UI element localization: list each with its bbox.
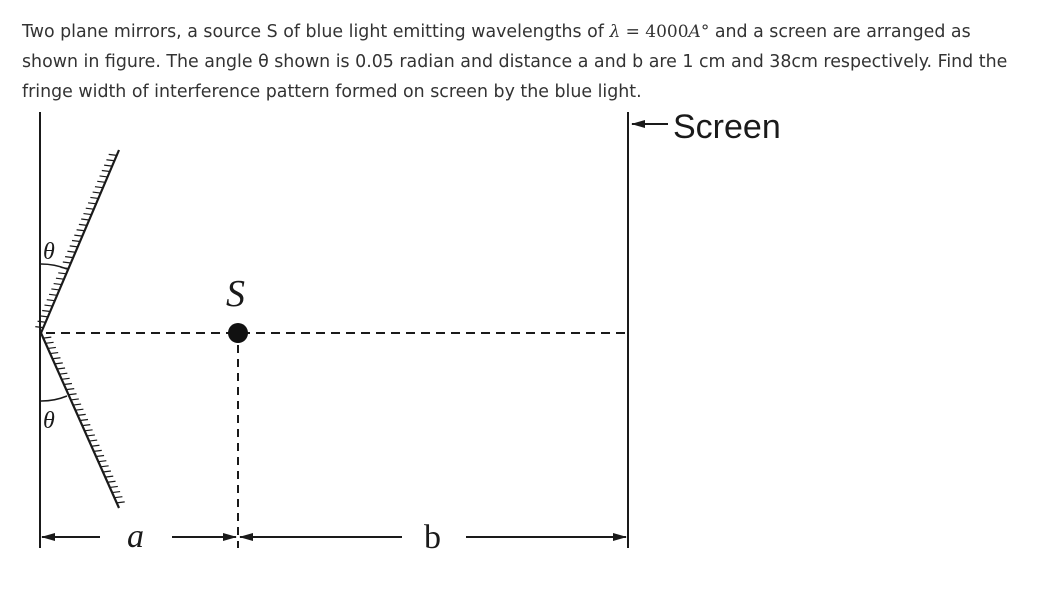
mirror-hatch-mark <box>49 294 57 295</box>
mirror-hatch-mark <box>73 404 81 405</box>
mirror-hatch-mark <box>81 219 89 220</box>
mirror-hatch-mark <box>80 420 88 421</box>
mirror-hatch-mark <box>102 171 110 172</box>
mirror-hatch-mark <box>42 310 50 311</box>
mirror-hatch-mark <box>59 373 67 374</box>
mirror-hatch-mark <box>52 358 60 359</box>
mirror-hatch-mark <box>35 327 43 328</box>
mirror-hatch-mark <box>51 289 59 290</box>
mirror-hatch-mark <box>79 224 87 225</box>
lambda-unit: A° <box>688 22 710 42</box>
mirror-hatch-mark <box>43 337 51 338</box>
mirror-hatch-mark <box>82 425 90 426</box>
mirror-hatch-mark <box>83 214 91 215</box>
mirror-hatch-mark <box>109 154 117 155</box>
mirror-hatch-mark <box>70 246 78 247</box>
question-part-2: and a screen are arranged as shown in figure. The angle θ shown is 0.05 radian and distance a and b are 1 cm and 38cm respectively. Find the fringe width of interference pattern formed on screen by the blue light. <box>22 22 1008 102</box>
mirror-hatch-mark <box>78 414 86 415</box>
lower-angle-arc <box>40 396 67 401</box>
mirror-hatch-mark <box>105 476 113 477</box>
theta-upper-label: θ <box>43 239 55 265</box>
mirror-hatch-mark <box>58 273 66 274</box>
mirror-hatch-mark <box>106 160 114 161</box>
mirror-hatch-mark <box>95 187 103 188</box>
mirror-hatch-mark <box>85 430 93 431</box>
mirror-hatch-mark <box>75 409 83 410</box>
distance-b-label: b <box>424 519 441 556</box>
mirror-hatch-mark <box>97 181 105 182</box>
mirror-hatch-mark <box>94 450 102 451</box>
mirror-hatch-mark <box>40 316 48 317</box>
mirror-hatch-mark <box>63 262 71 263</box>
mirror-hatch-mark <box>72 241 80 242</box>
mirror-hatch-mark <box>77 230 85 231</box>
mirror-hatch-mark <box>67 251 75 252</box>
mirror-hatch-mark <box>112 492 120 493</box>
question-part-1: Two plane mirrors, a source S of blue light emitting wavelengths of <box>22 22 610 42</box>
mirror-hatch-mark <box>89 440 97 441</box>
mirror-hatch-mark <box>55 363 63 364</box>
source-point <box>228 323 248 343</box>
mirror-hatch-mark <box>98 461 106 462</box>
mirror-hatch-mark <box>101 466 109 467</box>
mirror-hatch-mark <box>71 399 79 400</box>
mirror-hatch-mark <box>100 176 108 177</box>
mirror-hatch-mark <box>50 353 58 354</box>
mirror-hatch-mark <box>108 481 116 482</box>
mirror-hatch-mark <box>54 284 62 285</box>
mirror-hatch-mark <box>117 502 125 503</box>
mirror-hatch-mark <box>69 394 77 395</box>
mirror-hatch-mark <box>46 342 54 343</box>
mirror-hatch-mark <box>110 486 118 487</box>
mirror-hatch-mark <box>88 203 96 204</box>
mirror-hatch-mark <box>62 378 70 379</box>
mirror-hatch-mark <box>65 257 73 258</box>
mirror-hatch-mark <box>87 435 95 436</box>
mirror-hatch-mark <box>64 383 72 384</box>
distance-a-label: a <box>127 518 144 555</box>
theta-lower-label: θ <box>43 408 55 434</box>
mirror-hatch-mark <box>91 445 99 446</box>
mirror-hatch-mark <box>96 456 104 457</box>
mirror-hatch-mark <box>56 278 64 279</box>
source-label: S <box>226 273 245 315</box>
mirror-hatch-mark <box>57 368 65 369</box>
mirror-hatch-mark <box>104 165 112 166</box>
mirror-hatch-mark <box>103 471 111 472</box>
mirror-hatch-mark <box>48 347 56 348</box>
screen-label: Screen <box>673 108 781 146</box>
mirror-hatch-mark <box>114 497 122 498</box>
mirror-hatch-mark <box>66 389 74 390</box>
mirror-hatch-mark <box>90 197 98 198</box>
mirror-hatch-mark <box>44 305 52 306</box>
mirror-hatch-mark <box>93 192 101 193</box>
mirror-hatch-mark <box>74 235 82 236</box>
mirror-hatch-mark <box>47 300 55 301</box>
equals-sign: = <box>620 22 646 42</box>
mirror-hatch-mark <box>86 208 94 209</box>
lambda-symbol: λ <box>609 22 621 42</box>
mirror-hatch-mark <box>38 321 46 322</box>
lambda-value: 4000 <box>645 22 689 42</box>
